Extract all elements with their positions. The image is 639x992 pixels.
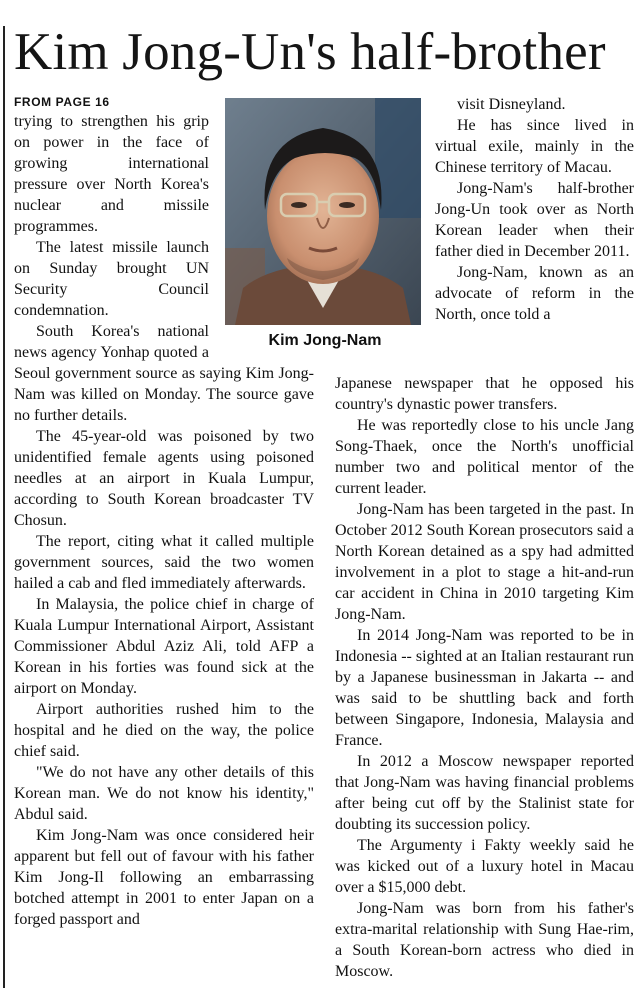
- paragraph: Jong-Nam has been targeted in the past. In October 2012 South Korean prosecutors said a North Korean detained as a spy had admitted involvement in a plot to stage a hit-and-run car accident in China in 2010 targeting Kim Jong-Nam.: [335, 501, 634, 623]
- paragraph: The report, citing what it called multiple government sources, said the two women hailed a cab and fled immediately afterwards.: [14, 533, 314, 592]
- paragraph: In 2014 Jong-Nam was reported to be in Indonesia -- sighted at an Italian restaurant run by a Japanese businessman in Jakarta -- and was said to be shuttling back and forth between Singapore, Indonesia, Malaysia and France.: [335, 627, 634, 749]
- paragraph: The latest missile launch on Sunday brought UN Security Council condemnation.: [14, 239, 209, 319]
- paragraph: Jong-Nam's half-brother Jong-Un took over as North Korean leader when their father died in December 2011.: [435, 180, 634, 260]
- paragraph: In 2012 a Moscow newspaper reported that Jong-Nam was having financial problems after being cut off by the Stalinist state for doubting its succession policy.: [335, 753, 634, 833]
- photo-wrap-space: [209, 111, 314, 348]
- paragraph: In Malaysia, the police chief in charge of Kuala Lumpur International Airport, Assistant Commissioner Abdul Aziz Ali, told AFP a Korean in his forties was found sick at the airport on Monday.: [14, 596, 314, 697]
- paragraph: Japanese newspaper that he opposed his country's dynastic power transfers.: [335, 375, 634, 413]
- column-rule: [3, 26, 5, 988]
- paragraph: visit Disneyland.: [457, 96, 566, 113]
- photo-caption: Kim Jong-Nam: [268, 332, 382, 349]
- continuation-kicker: FROM PAGE 16: [14, 95, 110, 109]
- paragraph: Jong-Nam, known as an advocate of reform in the North, once told a: [435, 264, 634, 323]
- paragraph: The Argumenty i Fakty weekly said he was kicked out of a luxury hotel in Macau over a $15,000 debt.: [335, 837, 634, 896]
- paragraph: South Korea's national news agency Yonhap quoted a Seoul government source as saying Kim Jong-Nam was killed on Monday. The source gave no further details.: [14, 323, 314, 424]
- paragraph: He has since lived in virtual exile, mainly in the Chinese territory of Macau.: [435, 117, 634, 176]
- paragraph: Airport authorities rushed him to the hospital and he died on the way, the police chief said.: [14, 701, 314, 760]
- paragraph: trying to strengthen his grip on power in the face of growing international pressure over North Korea's nuclear and missile programmes.: [14, 113, 209, 235]
- article-column-1: [14, 111, 314, 930]
- paragraph: The 45-year-old was poisoned by two unidentified female agents using poisoned needles at an airport in Kuala Lumpur, according to South Korean broadcaster TV Chosun.: [14, 428, 314, 529]
- paragraph: He was reportedly close to his uncle Jang Song-Thaek, once the North's unofficial number two and political mentor of the current leader.: [335, 417, 634, 497]
- headline: Kim Jong-Un's half-brother: [14, 23, 606, 81]
- article-column-2: [435, 94, 634, 325]
- paragraph: Jong-Nam was born from his father's extra-marital relationship with Sung Hae-rim, a South Korean-born actress who died in Moscow.: [335, 900, 634, 980]
- article-column-3: [335, 373, 634, 982]
- paragraph: Kim Jong-Nam was once considered heir apparent but fell out of favour with his father Kim Jong-Il following an embarrassing botched attempt in 2001 to enter Japan on a forged passport and: [14, 827, 314, 928]
- paragraph: "We do not have any other details of this Korean man. We do not know his identity," Abdul said.: [14, 764, 314, 823]
